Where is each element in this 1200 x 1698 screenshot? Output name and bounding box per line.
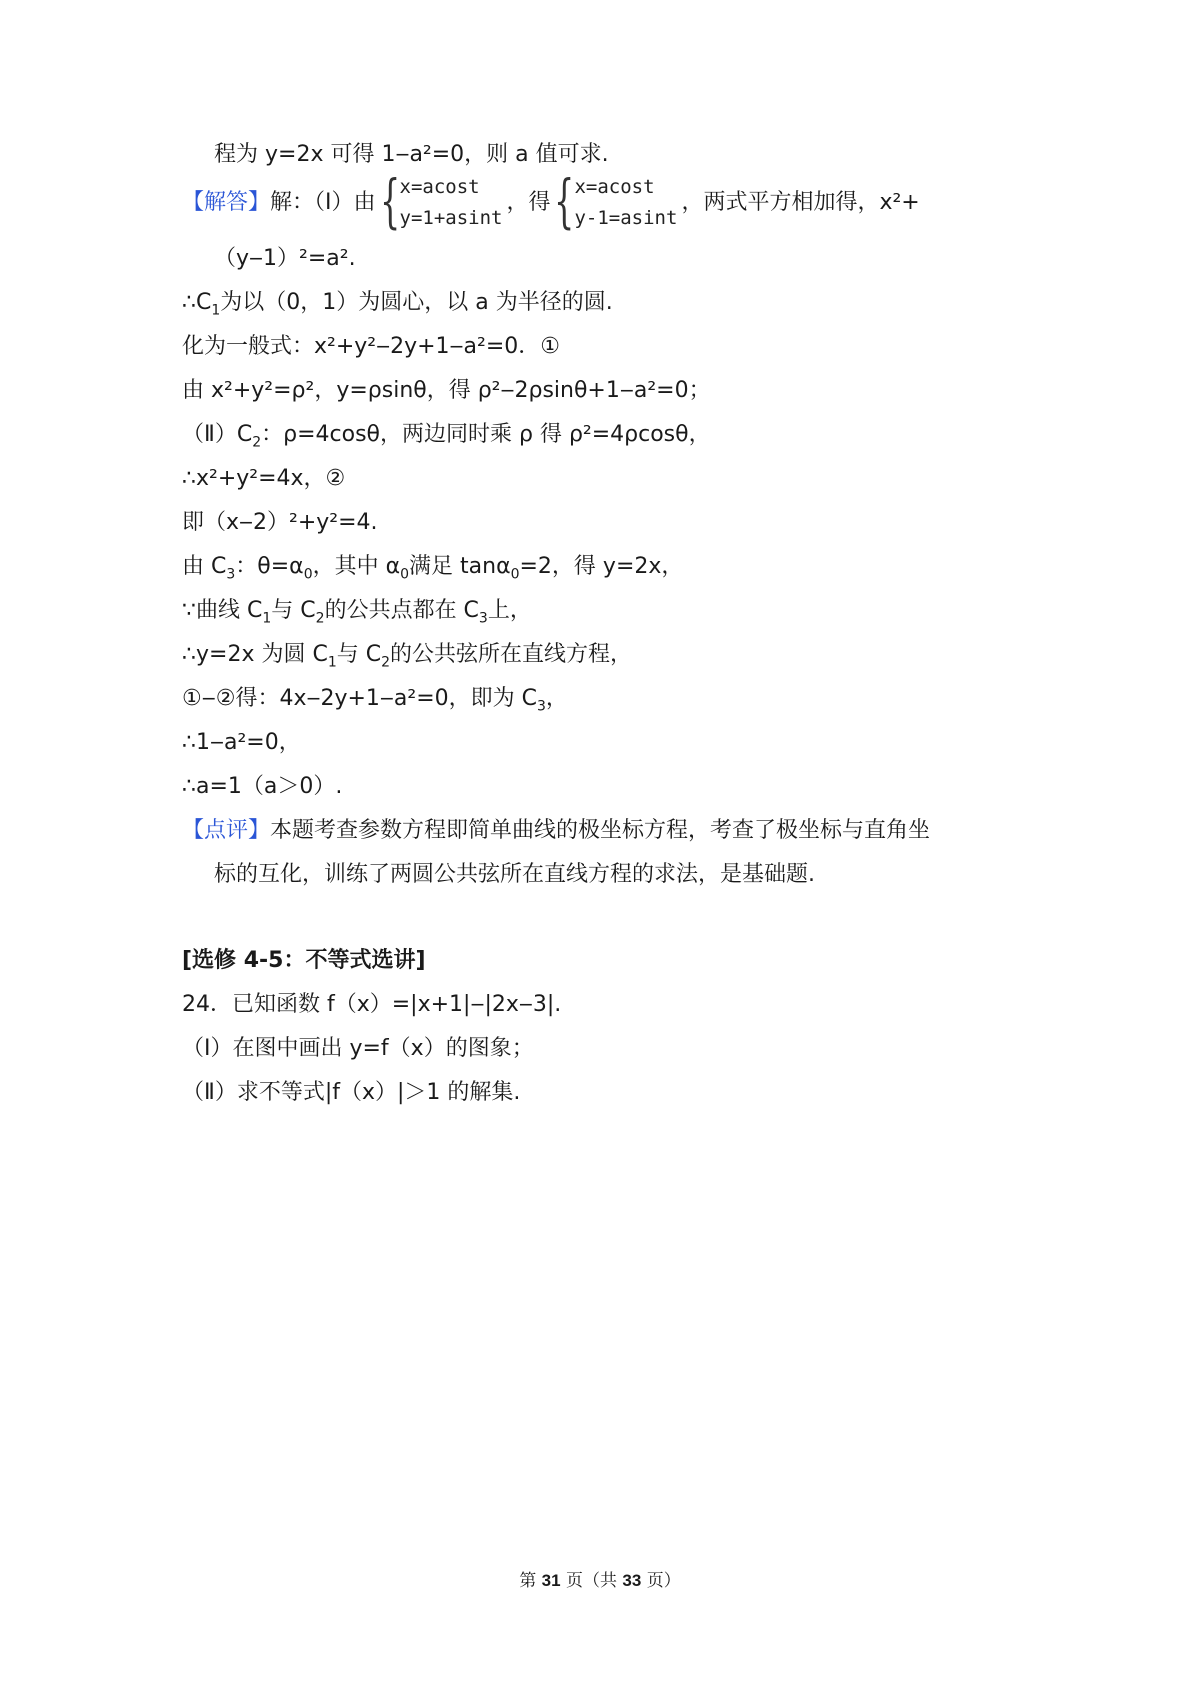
page-number: 31	[541, 1571, 561, 1590]
text-line	[182, 684, 568, 714]
text-line	[182, 596, 532, 626]
text-line	[182, 552, 683, 582]
text-span: ：θ=α	[235, 554, 304, 579]
question-24-part-1: （Ⅰ）在图中画出 y=f（x）的图象；	[182, 1036, 534, 1061]
page-footer	[0, 1566, 1200, 1591]
subscript: 2	[381, 654, 391, 671]
text-line: ∴a=1（a＞0）.	[182, 774, 343, 799]
review-line	[182, 816, 930, 846]
text-span: 满足 tanα	[409, 554, 511, 579]
subscript: 3	[478, 610, 488, 627]
brace-icon: {	[554, 167, 575, 235]
subscript: 3	[537, 698, 546, 715]
text-span: 本题考查参数方程即简单曲线的极坐标方程，考查了极坐标与直角坐	[270, 818, 931, 843]
question-24: 24．已知函数 f（x）=|x+1|‒|2x‒3|.	[182, 992, 562, 1017]
text-span: 为以（0，1）为圆心，以 a 为半径的圆.	[220, 290, 613, 315]
text-line	[182, 420, 711, 450]
text-line: 程为 y=2x 可得 1‒a²=0，则 a 值可求.	[214, 142, 609, 167]
subscript: 1	[211, 302, 221, 319]
text-span: ：ρ=4cosθ，两边同时乘 ρ 得 ρ²=4ρcosθ，	[261, 422, 711, 447]
page-total: 33	[622, 1571, 642, 1590]
text-span: 与 C	[336, 642, 382, 667]
subscript: 0	[303, 566, 313, 583]
text-span: （Ⅱ）C	[182, 422, 253, 447]
text-line: ∴1‒a²=0，	[182, 730, 301, 755]
text-span: 由 C	[182, 554, 227, 579]
answer-line	[182, 167, 920, 235]
question-24-part-2: （Ⅱ）求不等式|f（x）|＞1 的解集.	[182, 1080, 521, 1105]
text-line	[182, 288, 613, 318]
subscript: 1	[262, 610, 272, 627]
equation-system-2	[554, 167, 678, 235]
text-span: 与 C	[271, 598, 316, 623]
system-row: y-1=asint	[574, 207, 678, 229]
text-span: 页）	[641, 1571, 681, 1591]
text-span: ，	[545, 686, 568, 711]
text-span: ，得	[506, 190, 551, 215]
subscript: 1	[327, 654, 337, 671]
subscript: 2	[315, 610, 325, 627]
text-span: =2，得 y=2x，	[519, 554, 684, 579]
text-line: 由 x²+y²=ρ²，y=ρsinθ，得 ρ²‒2ρsinθ+1‒a²=0；	[182, 378, 711, 403]
text-span: ∵曲线 C	[182, 598, 263, 623]
system-row: x=acost	[399, 176, 480, 198]
text-line: 化为一般式：x²+y²‒2y+1‒a²=0．①	[182, 334, 561, 359]
text-span: 的公共弦所在直线方程，	[390, 642, 633, 667]
text-span: 第	[519, 1571, 542, 1591]
text-span: ，两式平方相加得，x²+	[681, 190, 920, 215]
text-line: （y‒1）²=a².	[214, 246, 356, 271]
brace-icon: {	[379, 167, 400, 235]
text-span: ∴y=2x 为圆 C	[182, 642, 328, 667]
text-line: ∴x²+y²=4x，②	[182, 466, 346, 491]
text-span: 页（共	[560, 1571, 623, 1591]
text-span: 的公共点都在 C	[324, 598, 479, 623]
text-span: 解：（Ⅰ）由	[270, 190, 376, 215]
section-heading: [选修 4-5：不等式选讲]	[182, 948, 426, 973]
system-row: x=acost	[574, 176, 655, 198]
subscript: 3	[226, 566, 236, 583]
text-line: 标的互化，训练了两圆公共弦所在直线方程的求法，是基础题.	[214, 862, 815, 887]
subscript: 0	[400, 566, 410, 583]
text-span: ，其中 α	[312, 554, 401, 579]
equation-system-1	[379, 167, 503, 235]
text-span: ∴C	[182, 290, 212, 315]
review-tag: 【点评】	[182, 818, 271, 843]
subscript: 0	[510, 566, 520, 583]
text-span: 上，	[487, 598, 532, 623]
text-line	[182, 640, 632, 670]
system-row: y=1+asint	[399, 207, 503, 229]
subscript: 2	[252, 434, 262, 451]
answer-tag: 【解答】	[182, 190, 271, 215]
text-line: 即（x‒2）²+y²=4.	[182, 510, 378, 535]
text-span: ①‒②得：4x‒2y+1‒a²=0，即为 C	[182, 686, 537, 711]
